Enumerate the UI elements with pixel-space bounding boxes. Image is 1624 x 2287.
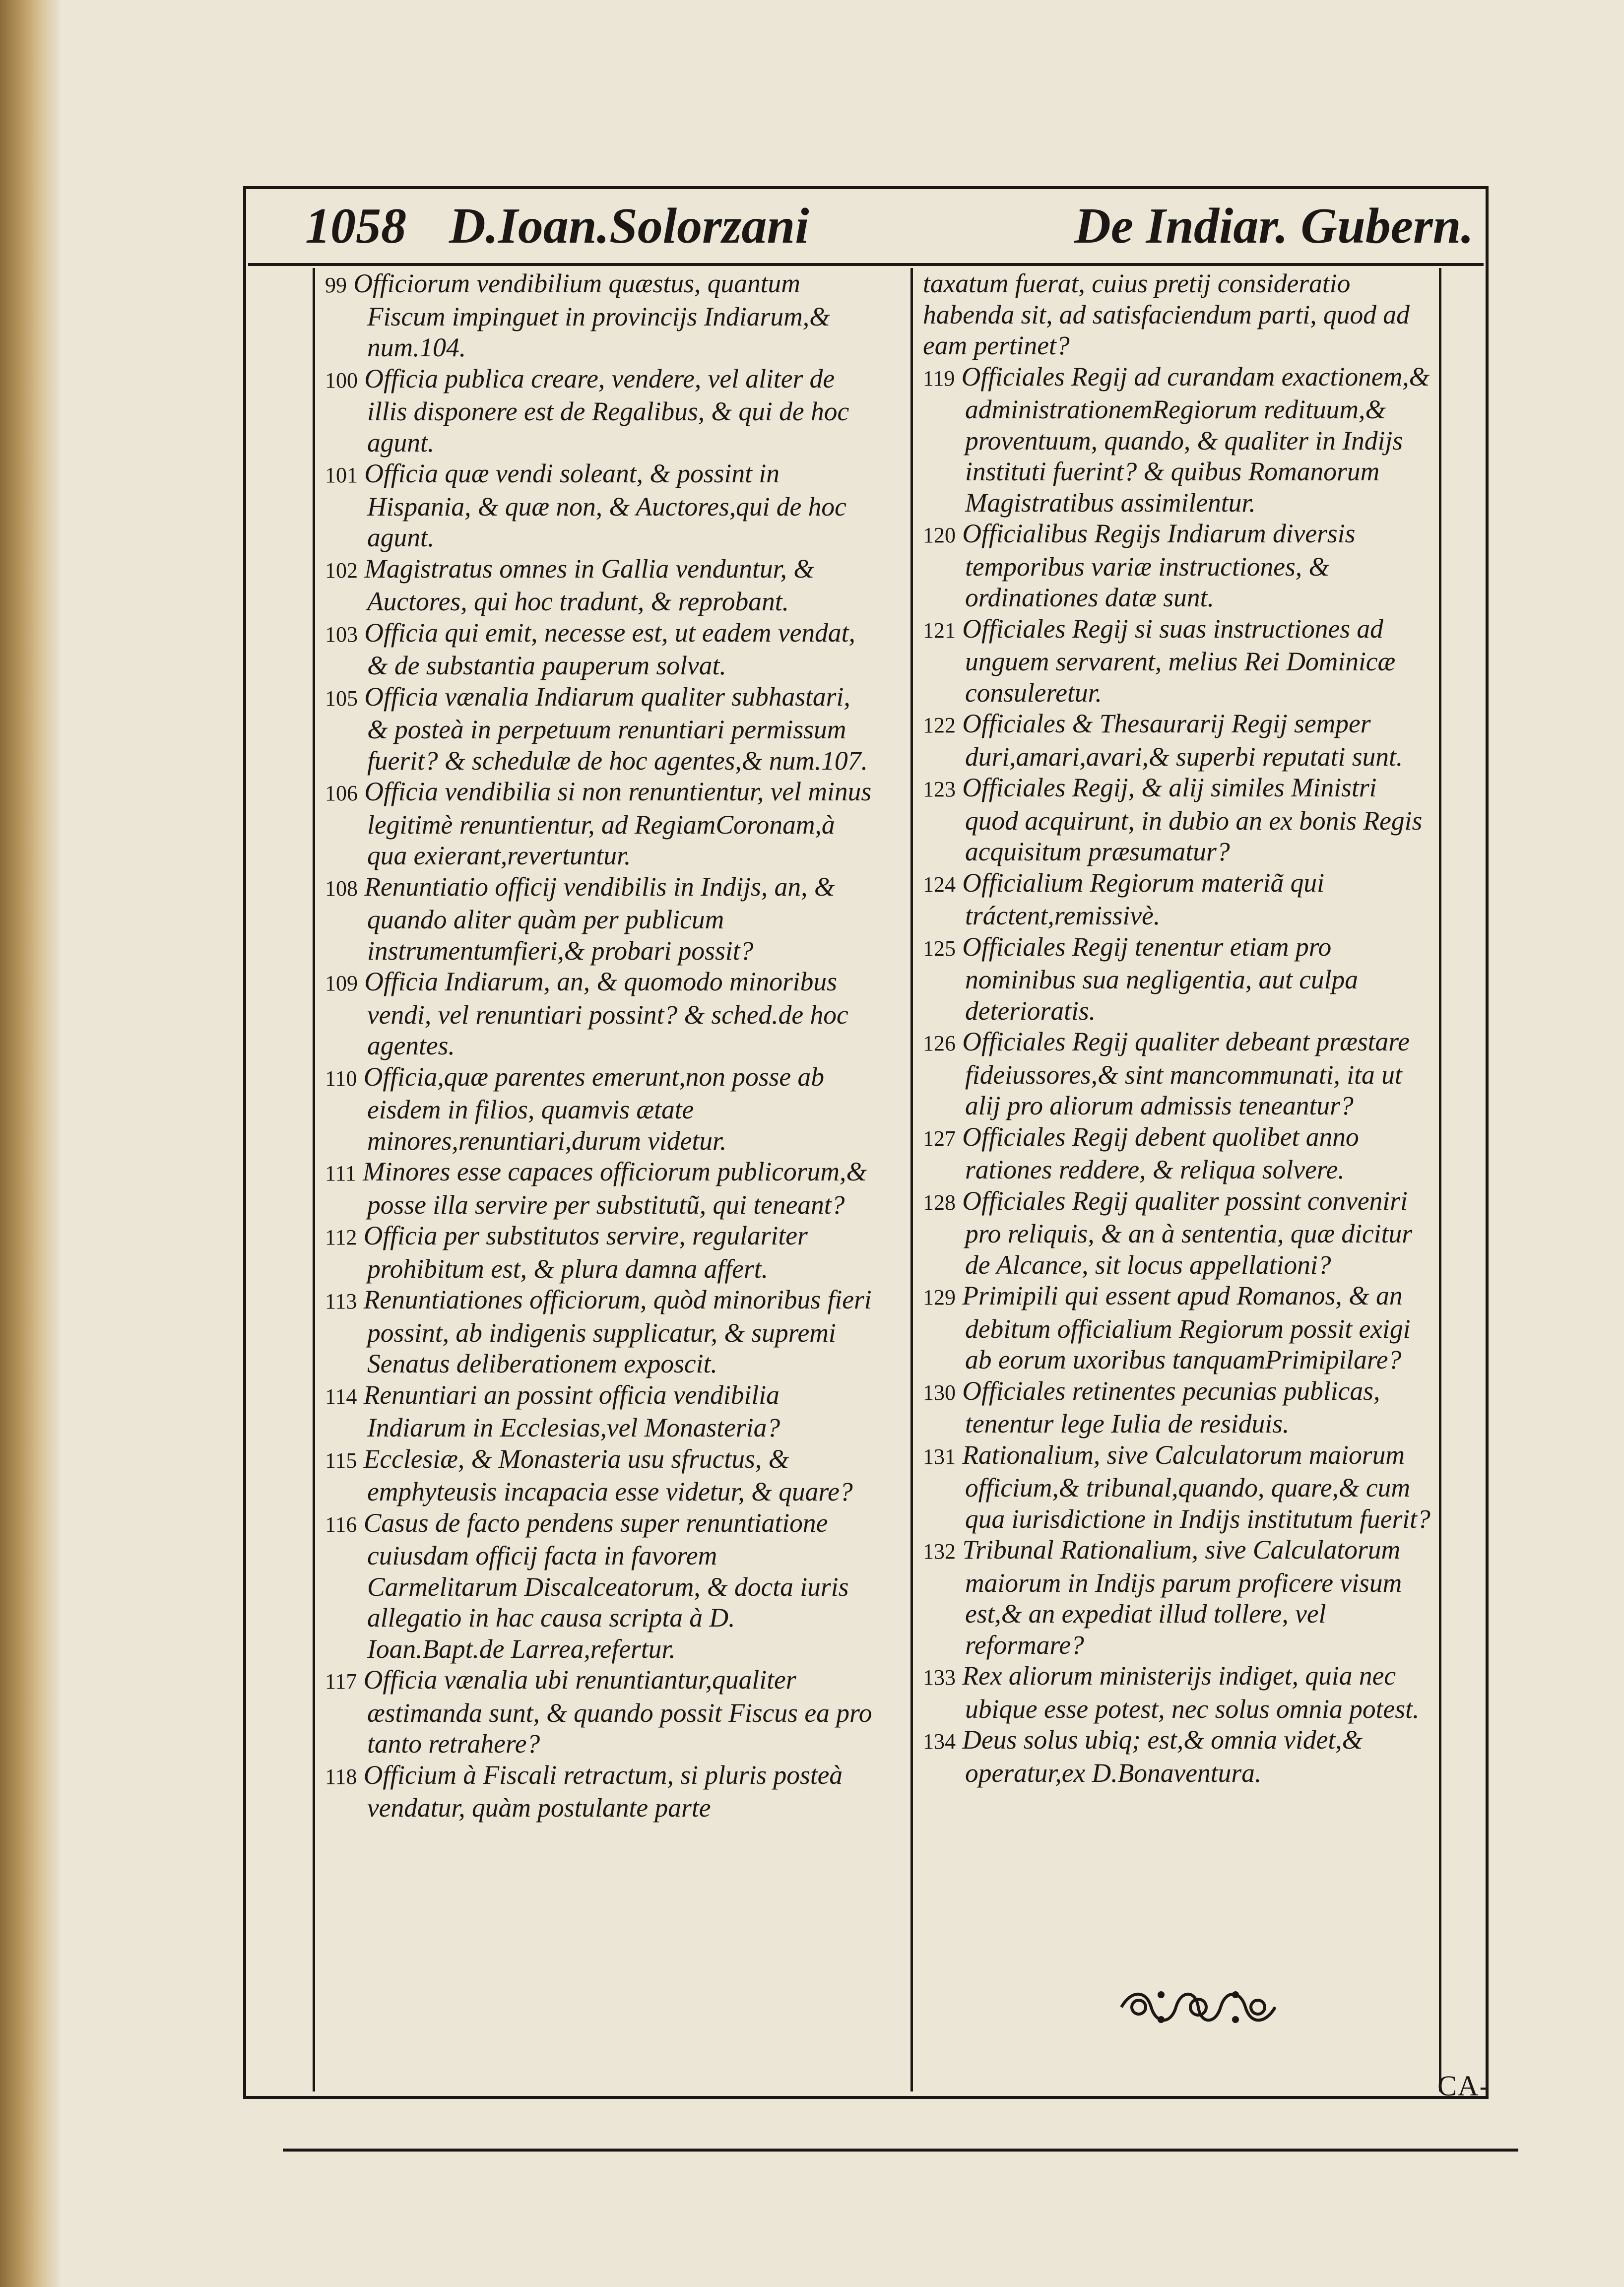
entry-number: 100 xyxy=(325,368,358,392)
entry-text: Officia quæ vendi soleant, & possint in Hispania, & quæ non, & Auctores,qui de hoc agunt. xyxy=(364,458,846,552)
entry-number: 125 xyxy=(923,936,956,961)
entry-text: Officia publica creare, vendere, vel aliter de illis disponere est de Regalibus, & qui de hoc agunt. xyxy=(364,363,849,457)
index-entry xyxy=(923,1660,1434,1724)
entry-text: Officiales Regij ad curandam exactionem,& administrationemRegiorum redituum,& proventuum, quando, & qualiter in Indijs instituti fuerint? & quibus Romanorum Magistratibus assimilentur. xyxy=(961,361,1430,518)
index-entry xyxy=(325,617,873,681)
index-entry xyxy=(325,776,873,871)
entry-number: 118 xyxy=(325,1764,357,1789)
index-entry xyxy=(923,708,1434,772)
entry-number: 117 xyxy=(325,1669,357,1694)
entry-number: 123 xyxy=(923,777,956,801)
entry-text: Officiales & Thesaurarij Regij semper duri,amari,avari,& superbi reputati sunt. xyxy=(962,709,1403,772)
entry-number: 114 xyxy=(325,1384,357,1409)
entry-number: 103 xyxy=(325,622,358,647)
entry-text: Casus de facto pendens super renuntiatione cuiusdam officij facta in favorem Carmelitarum Discalceatorum, & docta iuris allegatio in hac causa scripta à D. Ioan.Bapt.de Larrea,refertur. xyxy=(363,1507,849,1664)
entry-text: Officia vendibilia si non renuntientur, vel minus legitimè renuntientur, ad RegiamCoronam,à qua exierant,revertuntur. xyxy=(364,777,872,870)
entry-number: 112 xyxy=(325,1225,357,1249)
entry-text: Officiales Regij debent quolibet anno rationes reddere, & reliqua solvere. xyxy=(962,1121,1359,1184)
entry-number: 128 xyxy=(923,1190,956,1215)
entry-text: Officiales Regij qualiter debeant præstare fideiussores,& sint mancommunati, ita ut alij pro aliorum admissis teneantur? xyxy=(962,1027,1410,1120)
entry-text: Officiales Regij si suas instructiones ad unguem servarent, melius Rei Dominicæ consuleretur. xyxy=(962,613,1396,708)
entry-number: 110 xyxy=(325,1066,357,1091)
header-rule xyxy=(248,263,1484,266)
index-entry xyxy=(325,1156,873,1220)
continuation-text: taxatum fuerat, cuius pretij consideratio habenda sit, ad satisfaciendum parti, quod ad eam pertinet? xyxy=(923,268,1410,360)
index-entry xyxy=(325,1220,873,1284)
index-entry xyxy=(923,1724,1434,1788)
index-entry xyxy=(325,1379,873,1443)
entry-number: 105 xyxy=(325,686,358,711)
entry-text: Officiorum vendibilium quæstus, quantum Fiscum impinguet in provincijs Indiarum,& num.104. xyxy=(353,268,830,362)
entry-text: Officia,quæ parentes emerunt,non posse ab eisdem in filios, quamvis ætate minores,renuntiari,durum videtur. xyxy=(363,1061,824,1156)
index-entry xyxy=(325,1664,873,1760)
entry-number: 101 xyxy=(325,463,358,487)
entry-number: 106 xyxy=(325,781,358,805)
index-entry xyxy=(923,1026,1434,1121)
entry-number: 99 xyxy=(325,273,347,297)
entry-text: Officium à Fiscali retractum, si pluris posteà vendatur, quàm postulante parte xyxy=(363,1760,843,1823)
entry-text: Deus solus ubiq; est,& omnia videt,& operatur,ex D.Bonaventura. xyxy=(962,1725,1363,1788)
entry-number: 109 xyxy=(325,971,358,995)
entry-text: Officia vænalia Indiarum qualiter subhastari, & posteà in perpetuum renuntiari permissum fuerit? & schedulæ de hoc agentes,& num.107. xyxy=(364,681,868,776)
entry-text: Officialibus Regijs Indiarum diversis temporibus variæ instructiones, & ordinationes datæ sunt. xyxy=(962,519,1356,612)
page-number: 1058 xyxy=(305,198,406,254)
running-author: D.Ioan.Solorzani xyxy=(449,198,809,254)
entry-number: 120 xyxy=(923,523,956,547)
index-entry xyxy=(923,867,1434,931)
entry-text: Officia per substitutos servire, regulariter prohibitum est, & plura damna affert. xyxy=(363,1221,808,1284)
index-entry xyxy=(325,268,873,363)
entry-text: Officiales retinentes pecunias publicas, tenentur lege Iulia de residuis. xyxy=(962,1375,1380,1438)
entry-text: Primipili qui essent apud Romanos, & an debitum officialium Regiorum possit exigi ab eorum uxoribus tanquamPrimipilare? xyxy=(962,1281,1411,1374)
entry-number: 124 xyxy=(923,872,956,897)
entry-text: Officia Indiarum, an, & quomodo minoribus vendi, vel renuntiari possint? & sched.de hoc agentes. xyxy=(364,967,848,1060)
entry-number: 116 xyxy=(325,1512,357,1537)
index-entry xyxy=(325,1760,873,1824)
index-entry xyxy=(325,553,873,617)
catchword: CA- xyxy=(1437,2070,1490,2102)
entry-number: 115 xyxy=(325,1448,357,1473)
index-entry xyxy=(923,1185,1434,1281)
entry-number: 130 xyxy=(923,1380,956,1405)
entry-number: 131 xyxy=(923,1444,956,1469)
index-entry xyxy=(325,966,873,1061)
entry-text: Magistratus omnes in Gallia venduntur, & Auctores, qui hoc tradunt, & reprobant. xyxy=(364,553,814,616)
entry-number: 111 xyxy=(325,1161,356,1185)
book-spine-edge xyxy=(0,0,60,2287)
entry-text: Rationalium, sive Calculatorum maiorum officium,& tribunal,quando, quare,& cum qua iurisdictione in Indijs institutum fuerit? xyxy=(962,1439,1430,1534)
index-entry xyxy=(325,363,873,458)
entry-number: 102 xyxy=(325,558,358,583)
entry-number: 126 xyxy=(923,1031,956,1055)
entry-text: Officialium Regiorum materiã qui tráctent,remissivè. xyxy=(962,867,1324,930)
index-entry xyxy=(923,613,1434,709)
index-entry xyxy=(325,871,873,967)
entry-text: Officiales Regij, & alij similes Ministri quod acquirunt, in dubio an ex bonis Regis acquisitum præsumatur? xyxy=(962,773,1423,866)
entry-number: 129 xyxy=(923,1285,956,1309)
index-entry xyxy=(923,772,1434,867)
entry-number: 127 xyxy=(923,1126,956,1151)
entry-text: Officia qui emit, necesse est, ut eadem vendat, & de substantia pauperum solvat. xyxy=(364,617,855,680)
entry-text: Officia vænalia ubi renuntiantur,qualiter æstimanda sunt, & quando possit Fiscus ea pro tanto retrahere? xyxy=(363,1665,872,1759)
entry-text: Officiales Regij tenentur etiam pro nominibus sua negligentia, aut culpa deterioratis. xyxy=(962,931,1359,1026)
running-header xyxy=(305,193,1474,260)
index-entry xyxy=(923,361,1434,519)
entry-number: 132 xyxy=(923,1539,956,1564)
index-entry xyxy=(325,1284,873,1379)
left-column xyxy=(313,268,873,2091)
index-entry xyxy=(325,681,873,777)
entry-number: 113 xyxy=(325,1289,357,1313)
bottom-rule xyxy=(283,2149,1518,2152)
entry-text: Rex aliorum ministerijs indiget, quia nec ubique esse potest, nec solus omnia potest. xyxy=(962,1661,1420,1724)
printer-ornament-icon xyxy=(1111,1980,1285,2034)
entry-number: 108 xyxy=(325,876,358,901)
index-entry xyxy=(923,1375,1434,1439)
entry-number: 122 xyxy=(923,713,956,737)
index-entry xyxy=(325,458,873,553)
entry-text: Officiales Regij qualiter possint conveniri pro reliquis, & an à sententia, quæ dicitur de Alcance, sit locus appellationi? xyxy=(962,1185,1413,1280)
index-entry xyxy=(923,1439,1434,1535)
index-entry xyxy=(923,931,1434,1027)
index-entry xyxy=(923,518,1434,613)
entry-number: 119 xyxy=(923,366,955,391)
index-entry xyxy=(923,1121,1434,1185)
entry-number: 133 xyxy=(923,1665,956,1690)
entry-text: Tribunal Rationalium, sive Calculatorum maiorum in Indijs parum proficere visum est,& an expediat illud tollere, vel reformare? xyxy=(962,1535,1402,1660)
index-entry xyxy=(923,1534,1434,1660)
index-entry xyxy=(923,1280,1434,1375)
entry-text: Renuntiationes officiorum, quòd minoribus fieri possint, ab indigenis supplicatur, & supremi Senatus deliberationem exposcit. xyxy=(363,1285,872,1378)
index-entry xyxy=(325,1507,873,1665)
entry-number: 121 xyxy=(923,618,956,643)
entry-text: Minores esse capaces officiorum publicorum,& posse illa servire per substitutũ, qui teneant? xyxy=(363,1157,867,1220)
index-entry xyxy=(325,1061,873,1157)
entry-text: Ecclesiæ, & Monasteria usu sfructus, & emphyteusis incapacia esse videtur, & quare? xyxy=(363,1443,853,1506)
index-entry xyxy=(325,1443,873,1507)
running-title: De Indiar. Gubern. xyxy=(1074,198,1474,254)
entry-text: Renuntiari an possint officia vendibilia Indiarum in Ecclesias,vel Monasteria? xyxy=(363,1379,780,1442)
entry-text: Renuntiatio officij vendibilis in Indijs, an, & quando aliter quàm per publicum instrumentumfieri,& probari possit? xyxy=(364,871,835,966)
right-column xyxy=(910,268,1441,2091)
entry-number: 134 xyxy=(923,1729,956,1754)
